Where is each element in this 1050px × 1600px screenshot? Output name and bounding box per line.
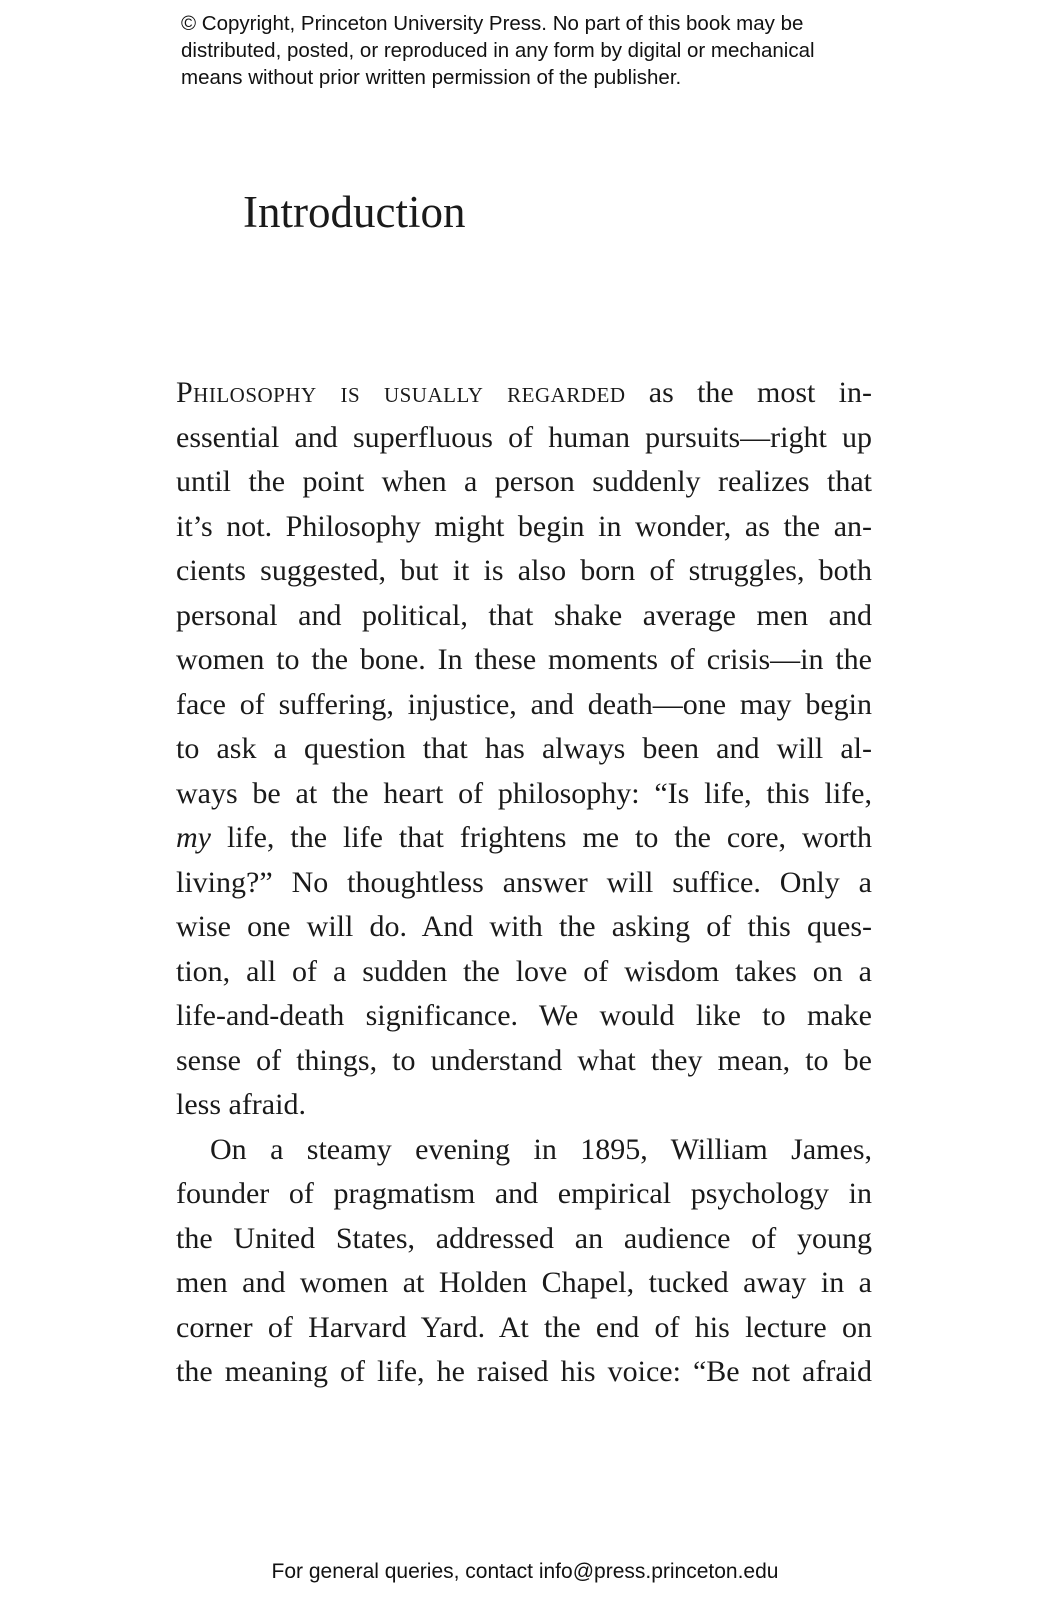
text-line: the meaning of life, he raised his voice: “Be not afraid bbox=[176, 1355, 872, 1388]
text-line: men and women at Holden Chapel, tucked away in a bbox=[176, 1266, 872, 1299]
copyright-line: means without prior written permission of the publisher. bbox=[181, 66, 682, 89]
text-line: less afraid. bbox=[176, 1088, 306, 1121]
text-line: cients suggested, but it is also born of struggles, both bbox=[176, 554, 872, 587]
text-line: women to the bone. In these moments of crisis—in the bbox=[176, 643, 872, 676]
text-line: until the point when a person suddenly realizes that bbox=[176, 465, 872, 498]
line-rest: life, the life that frightens me to the core, worth bbox=[210, 821, 872, 854]
text-line: founder of pragmatism and empirical psychology in bbox=[176, 1177, 872, 1210]
opening-smallcaps: Philosophy is usually regarded bbox=[176, 376, 626, 409]
text-line: ways be at the heart of philosophy: “Is life, this life, bbox=[176, 776, 872, 810]
text-line: sense of things, to understand what they mean, to be bbox=[176, 1043, 872, 1077]
footer-contact: For general queries, contact info@press.princeton.edu bbox=[271, 1560, 779, 1583]
text-line: essential and superfluous of human pursuits—right up bbox=[176, 420, 872, 454]
text-line: to ask a question that has always been and will al- bbox=[176, 732, 872, 765]
text-line: personal and political, that shake average men and bbox=[176, 598, 872, 632]
copyright-line: © Copyright, Princeton University Press. No part of this book may be bbox=[181, 12, 804, 35]
line-rest: as the most in- bbox=[625, 376, 873, 409]
text-line bbox=[176, 371, 872, 416]
text-line: wise one will do. And with the asking of this ques- bbox=[176, 910, 872, 943]
text-line: On a steamy evening in 1895, William James, bbox=[210, 1132, 872, 1166]
text-line: tion, all of a sudden the love of wisdom takes on a bbox=[176, 954, 872, 988]
copyright-line: distributed, posted, or reproduced in any form by digital or mechanical bbox=[181, 39, 815, 62]
paragraph-1 bbox=[176, 371, 872, 1128]
text-line: face of suffering, injustice, and death—one may begin bbox=[176, 687, 872, 721]
body-text bbox=[176, 371, 872, 1395]
text-line: life-and-death significance. We would like to make bbox=[176, 999, 872, 1032]
text-line: corner of Harvard Yard. At the end of his lecture on bbox=[176, 1310, 872, 1344]
italic-word: my bbox=[176, 821, 211, 854]
text-line: it’s not. Philosophy might begin in wonder, as the an- bbox=[176, 509, 872, 543]
copyright-notice bbox=[181, 10, 901, 91]
paragraph-2 bbox=[176, 1128, 872, 1395]
text-line bbox=[176, 816, 872, 861]
text-line: living?” No thoughtless answer will suffice. Only a bbox=[176, 865, 872, 899]
text-line: the United States, addressed an audience of young bbox=[176, 1221, 872, 1255]
chapter-title: Introduction bbox=[243, 187, 466, 237]
